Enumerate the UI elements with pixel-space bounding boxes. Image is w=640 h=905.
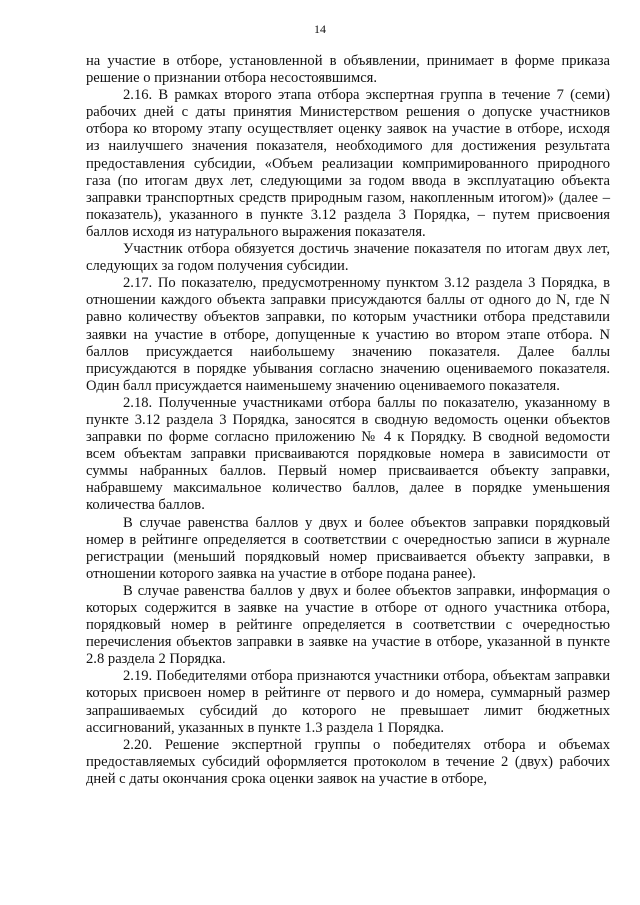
paragraph-2-17: 2.17. По показателю, предусмотренному пунктом 3.12 раздела 3 Порядка, в отношении каждого объекта заправки присуждаются баллы от одного до N, где N равно количеству объектов заправки, по которым участники отбора представили заявки на участие в отборе, допущенные к участию во втором этапе отбора. N баллов присуждается наибольшему значению показателя. Далее баллы присуждаются в порядке убывания согласно значению оцениваемого показателя. Один балл присуждается наименьшему значению оцениваемого показателя.: [86, 275, 610, 394]
paragraph-2-19: 2.19. Победителями отбора признаются участники отбора, объектам заправки которых присвоен номер в рейтинге от первого и до номера, суммарный размер запрашиваемых субсидий до которого не превышает лимит бюджетных ассигнований, указанных в пункте 1.3 раздела 1 Порядка.: [86, 668, 610, 736]
page-number: 14: [314, 22, 326, 36]
paragraph-equal-scores-registration: В случае равенства баллов у двух и более объектов заправки порядковый номер в рейтинге определяется в соответствии с очередностью записи в журнале регистрации (меньший порядковый номер присваивается объекту заправки, в отношении которого заявка на участие в отборе подана ранее).: [86, 514, 610, 582]
document-body: [86, 53, 610, 788]
paragraph-2-18: 2.18. Полученные участниками отбора баллы по показателю, указанному в пункте 3.12 раздела 3 Порядка, заносятся в сводную ведомость оценки объектов заправки по форме согласно приложению № 4 к Порядку. В сводной ведомости всем объектам заправки присваиваются порядковые номера в зависимости от суммы набранных баллов. Первый номер присваивается объекту заправки, набравшему максимальное количество баллов, далее в порядке уменьшения количества баллов.: [86, 394, 610, 514]
paragraph-continuation: на участие в отборе, установленной в объявлении, принимает в форме приказа решение о признании отбора несостоявшимся.: [86, 53, 610, 87]
paragraph-participant-obligation: Участник отбора обязуется достичь значение показателя по итогам двух лет, следующих за годом получения субсидии.: [86, 241, 610, 275]
paragraph-2-20: 2.20. Решение экспертной группы о победителях отбора и объемах предоставляемых субсидий оформляется протоколом в течение 2 (двух) рабочих дней с даты окончания срока оценки заявок на участие в отборе,: [86, 736, 610, 787]
paragraph-2-16: 2.16. В рамках второго этапа отбора экспертная группа в течение 7 (семи) рабочих дней с даты принятия Министерством решения о допуске участников отбора ко второму этапу осуществляет оценку заявок на участие в отборе, исходя из наилучшего значения показателя, необходимого для достижения результата предоставления субсидии, «Объем реализации компримированного природного газа (по итогам двух лет, следующими за годом ввода в эксплуатацию объекта заправки транспортных средств природным газом, накопленным итогом)» (далее – показатель), указанного в пункте 3.12 раздела 3 Порядка, – путем присвоения баллов исходя из натурального выражения показателя.: [86, 87, 610, 240]
paragraph-equal-scores-same-participant: В случае равенства баллов у двух и более объектов заправки, информация о которых содержится в заявке на участие в отборе от одного участника отбора, порядковый номер в рейтинге определяется в соответствии с очередностью перечисления объектов заправки в заявке на участие в отборе, указанной в пункте 2.8 раздела 2 Порядка.: [86, 582, 610, 668]
